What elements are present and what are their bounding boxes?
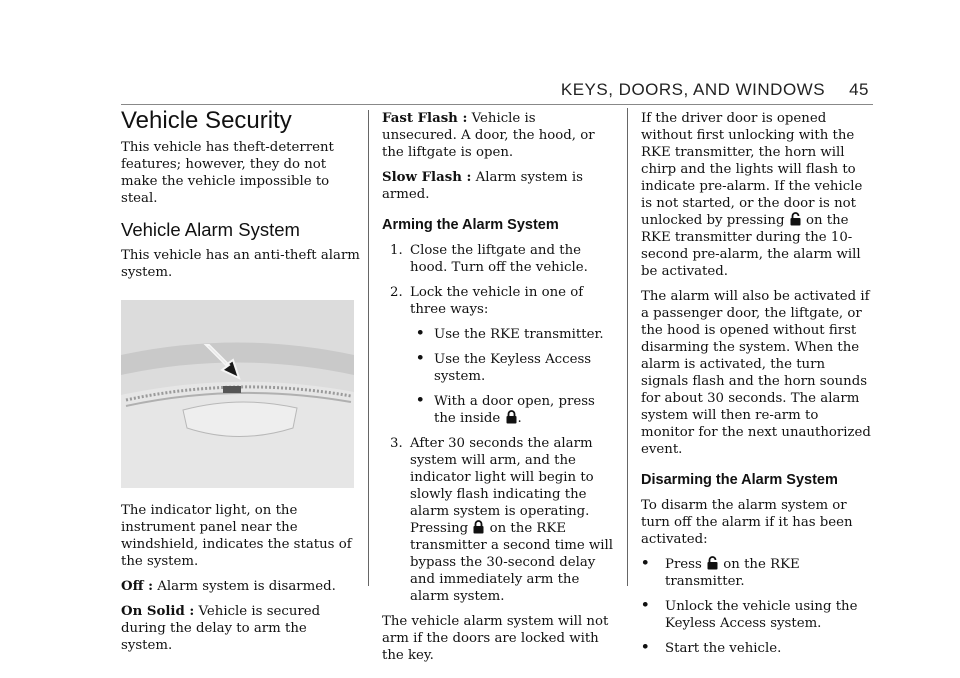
bullet: • [416, 351, 425, 366]
subsection-heading: Vehicle Alarm System [121, 219, 300, 240]
step-number: 1. [390, 243, 403, 258]
closing-paragraph: The vehicle alarm system will not arm if the doors are locked with the key. [382, 614, 609, 663]
indicator-light-figure [121, 300, 354, 488]
bullet: • [641, 640, 650, 655]
step-text: Close the liftgate and the hood. Turn off the vehicle. [410, 243, 588, 275]
slow-flash-definition [382, 169, 614, 203]
step-item [382, 284, 614, 427]
unlock-icon [790, 212, 801, 226]
column-1 [121, 107, 361, 662]
step-number: 2. [390, 285, 403, 300]
alarm-paragraph: This vehicle has an anti-theft alarm system. [121, 248, 360, 280]
disarm-list [641, 556, 873, 657]
lock-icon [473, 520, 484, 534]
off-term: Off : [121, 579, 154, 594]
unlock-icon [707, 556, 718, 570]
figure-caption: The indicator light, on the instrument panel near the windshield, indicates the status of the system. [121, 503, 352, 569]
onsolid-term: On Solid : [121, 604, 195, 619]
bullet: • [641, 556, 650, 571]
off-definition [121, 578, 361, 595]
column-2 [382, 110, 614, 672]
arming-heading: Arming the Alarm System [382, 217, 559, 233]
prealarm-paragraph: If the driver door is opened without first unlocking with the RKE transmitter, the horn will chirp and the lights will flash to indicate pre-alarm. If the vehicle is not started, or the door is not unlocked by pressing on the RKE transmitter during the 10-second pre-alarm, the alarm will be activated. [641, 111, 863, 279]
disarm-intro: To disarm the alarm system or turn off the alarm if it has been activated: [641, 498, 853, 547]
fast-text: Vehicle is unsecured. A door, the hood, or the liftgate is open. [382, 111, 595, 160]
bullet: • [416, 393, 425, 408]
step-text: on the RKE transmitter a second time will bypass the 30-second delay and immediately arm the alarm system. [410, 521, 614, 604]
step-item [382, 435, 614, 605]
list-item: • Use the Keyless Access system. [416, 351, 592, 384]
section-title: KEYS, DOORS, AND WINDOWS [560, 80, 826, 99]
step-number: 3. [390, 436, 403, 451]
column-divider [368, 110, 369, 586]
running-header [561, 80, 869, 100]
arming-steps [382, 242, 614, 605]
list-item: • Press on the RKE transmitter. [641, 556, 800, 589]
step-text: Lock the vehicle in one of three ways: [410, 285, 584, 317]
off-text: Alarm system is disarmed. [157, 579, 336, 594]
column-3 [641, 110, 873, 665]
lock-ways-list [410, 326, 614, 427]
bullet: • [641, 598, 650, 613]
intro-paragraph: This vehicle has theft-deterrent features; however, they do not make the vehicle impossible to steal. [121, 140, 334, 206]
lock-icon [506, 410, 517, 424]
header-rule [121, 104, 873, 105]
column-divider [627, 108, 628, 586]
disarming-heading: Disarming the Alarm System [641, 472, 838, 488]
step-item [382, 242, 614, 276]
bullet: • [416, 326, 425, 341]
slow-text: Alarm system is armed. [382, 170, 583, 202]
list-item: • Use the RKE transmitter. [416, 326, 604, 342]
page-number: 45 [849, 80, 869, 99]
list-item: • With a door open, press the inside . [416, 393, 595, 426]
onsolid-definition [121, 603, 361, 654]
onsolid-text: Vehicle is secured during the delay to arm the system. [121, 604, 321, 653]
fast-term: Fast Flash : [382, 111, 468, 126]
activation-paragraph: The alarm will also be activated if a passenger door, the liftgate, or the hood is opened without first disarming the system. When the alarm is activated, the turn signals flash and the horn sounds for about 30 seconds. The alarm system will then re-arm to monitor for the next unauthorized event. [641, 289, 871, 457]
section-heading: Vehicle Security [121, 107, 292, 134]
slow-term: Slow Flash : [382, 170, 472, 185]
fast-flash-definition [382, 110, 614, 161]
list-item: • Unlock the vehicle using the Keyless Access system. [641, 598, 858, 631]
step-text: After 30 seconds the alarm system will arm, and the indicator light will begin to slowly flash indicating the alarm system is operating. Pressing [410, 436, 594, 536]
list-item: • Start the vehicle. [641, 640, 782, 656]
